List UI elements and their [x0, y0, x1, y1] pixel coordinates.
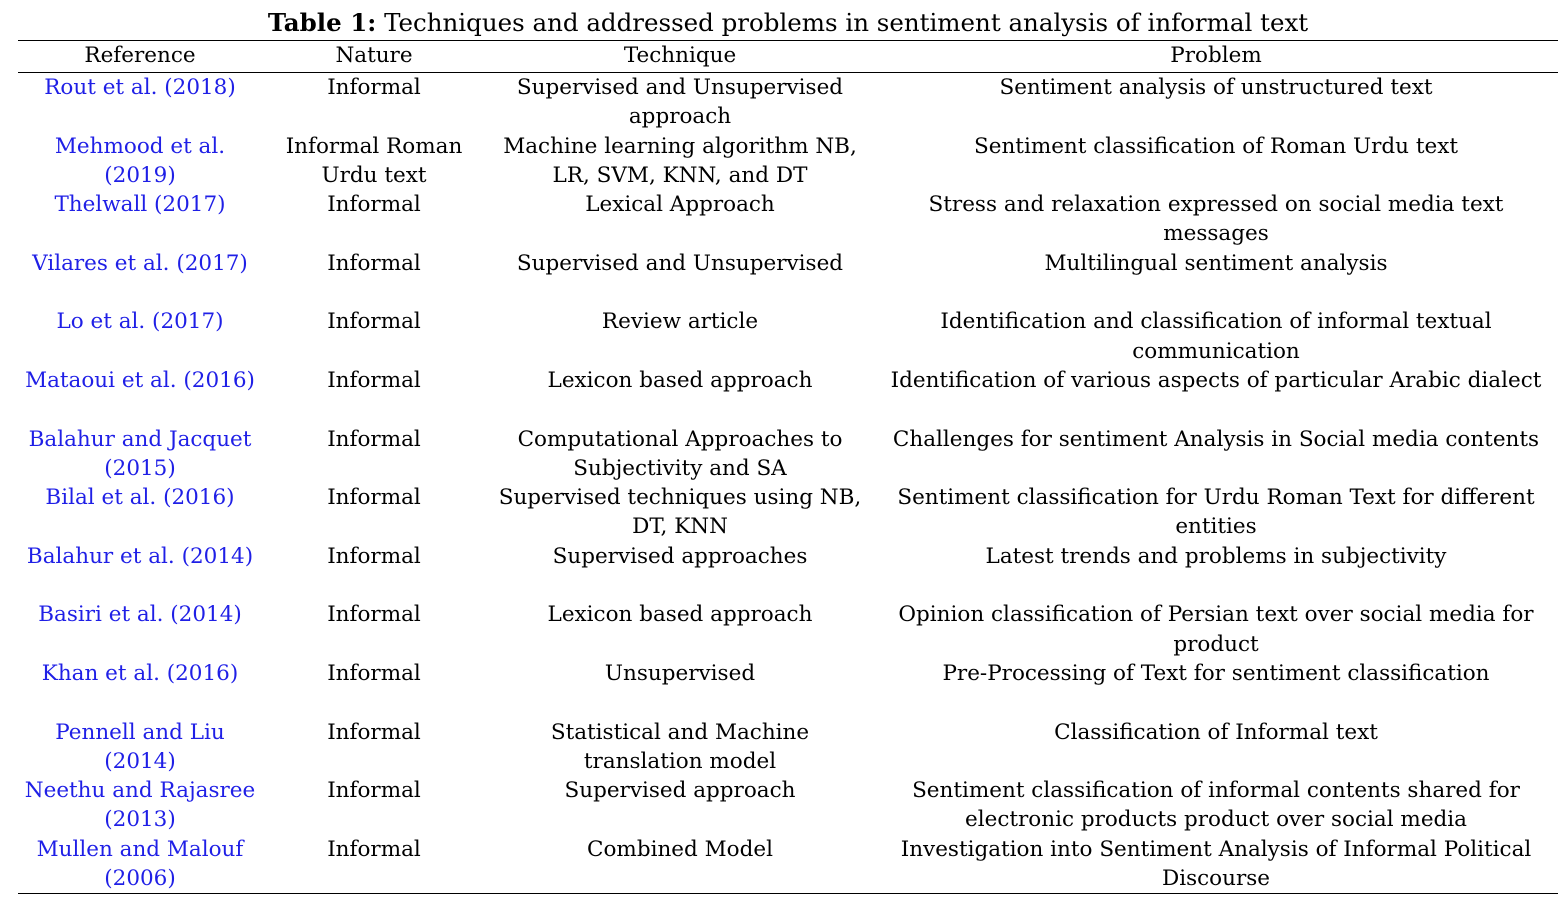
cell-problem: Sentiment classification of informal contents shared for electronic products product over social media	[912, 778, 1520, 833]
reference-link[interactable]: Mataoui et al. (2016)	[25, 367, 255, 393]
cell-problem: Sentiment analysis of unstructured text	[999, 75, 1433, 100]
cell-problem: Identification and classification of informal textual communication	[940, 309, 1492, 364]
cell-problem: Identification of various aspects of particular Arabic dialect	[890, 367, 1542, 393]
cell-problem: Pre-Processing of Text for sentiment classification	[942, 660, 1490, 686]
table-row	[18, 600, 1558, 659]
cell-reference	[18, 542, 262, 601]
table-caption	[0, 8, 1561, 38]
techniques-table	[18, 40, 1558, 894]
table-row	[18, 483, 1558, 542]
cell-nature: Informal	[327, 543, 421, 569]
cell-reference	[18, 483, 262, 542]
reference-link[interactable]: Neethu and Rajasree (2013)	[24, 778, 256, 833]
cell-problem: Latest trends and problems in subjectivity	[985, 543, 1447, 569]
table-row	[18, 366, 1558, 425]
cell-reference	[18, 307, 262, 366]
reference-link[interactable]: Bilal et al. (2016)	[45, 485, 235, 511]
cell-technique: Supervised techniques using NB, DT, KNN	[498, 485, 862, 540]
cell-problem: Challenges for sentiment Analysis in Social media contents	[892, 426, 1540, 452]
table-row	[18, 425, 1558, 484]
cell-problem: Multilingual sentiment analysis	[1044, 250, 1388, 276]
table-row	[18, 73, 1558, 132]
header-technique: Technique	[486, 41, 874, 73]
table-row	[18, 542, 1558, 601]
cell-reference	[18, 190, 262, 249]
table-row	[18, 307, 1558, 366]
cell-technique: Combined Model	[587, 836, 773, 862]
table-row	[18, 835, 1558, 894]
cell-nature: Informal Roman Urdu text	[285, 133, 463, 188]
table-row	[18, 776, 1558, 835]
cell-technique: Supervised and Unsupervised approach	[516, 75, 844, 130]
cell-nature: Informal	[327, 250, 421, 276]
cell-technique: Computational Approaches to Subjectivity and SA	[517, 426, 843, 481]
table-row	[18, 659, 1558, 718]
reference-link[interactable]: Basiri et al. (2014)	[38, 602, 242, 628]
cell-problem: Stress and relaxation expressed on social media text messages	[928, 192, 1504, 247]
cell-nature: Informal	[327, 836, 421, 862]
cell-nature: Informal	[327, 426, 421, 452]
cell-technique: Lexical Approach	[585, 192, 775, 218]
cell-nature: Informal	[327, 778, 421, 804]
cell-nature: Informal	[327, 660, 421, 686]
cell-technique: Supervised approach	[564, 778, 796, 804]
table-row	[18, 132, 1558, 191]
cell-technique: Statistical and Machine translation model	[550, 719, 810, 774]
cell-technique: Supervised and Unsupervised	[516, 250, 844, 276]
cell-reference	[18, 132, 262, 191]
cell-reference	[18, 835, 262, 894]
cell-problem: Investigation into Sentiment Analysis of Informal Political Discourse	[900, 836, 1532, 892]
cell-problem: Classification of Informal text	[1054, 719, 1378, 745]
reference-link[interactable]: Vilares et al. (2017)	[32, 250, 248, 276]
cell-problem: Sentiment classification of Roman Urdu text	[974, 133, 1458, 159]
table-row	[18, 190, 1558, 249]
cell-nature: Informal	[327, 719, 421, 745]
cell-technique: Review article	[601, 309, 759, 335]
cell-problem: Sentiment classification for Urdu Roman Text for different entities	[897, 485, 1535, 540]
table-body	[18, 73, 1558, 894]
cell-technique: Lexicon based approach	[547, 602, 813, 628]
cell-technique: Supervised approaches	[552, 543, 808, 569]
reference-link[interactable]: Khan et al. (2016)	[41, 660, 239, 686]
cell-nature: Informal	[327, 485, 421, 511]
cell-problem: Opinion classification of Persian text over social media for product	[898, 602, 1534, 657]
reference-link[interactable]: Balahur et al. (2014)	[26, 543, 254, 569]
reference-link[interactable]: Thelwall (2017)	[54, 192, 226, 218]
reference-link[interactable]: Mullen and Malouf (2006)	[36, 836, 244, 892]
table-row	[18, 718, 1558, 777]
cell-technique: Unsupervised	[604, 660, 756, 686]
cell-reference	[18, 366, 262, 425]
reference-link[interactable]: Rout et al. (2018)	[44, 75, 236, 100]
cell-reference	[18, 776, 262, 835]
table-header	[18, 41, 1558, 73]
cell-nature: Informal	[327, 602, 421, 628]
cell-reference	[18, 425, 262, 484]
cell-nature: Informal	[327, 192, 421, 218]
reference-link[interactable]: Balahur and Jacquet (2015)	[28, 426, 252, 481]
cell-nature: Informal	[327, 367, 421, 393]
cell-reference	[18, 718, 262, 777]
caption-label: Table 1:	[267, 8, 377, 37]
reference-link[interactable]: Mehmood et al. (2019)	[54, 133, 226, 188]
cell-reference	[18, 73, 262, 132]
cell-technique: Lexicon based approach	[547, 367, 813, 393]
cell-reference	[18, 600, 262, 659]
header-problem: Problem	[874, 41, 1558, 73]
reference-link[interactable]: Pennell and Liu (2014)	[55, 719, 225, 774]
cell-reference	[18, 249, 262, 308]
table-row	[18, 249, 1558, 308]
header-row	[18, 41, 1558, 73]
cell-nature: Informal	[327, 75, 421, 100]
cell-technique: Machine learning algorithm NB, LR, SVM, KNN, and DT	[503, 133, 857, 188]
cell-nature: Informal	[327, 309, 421, 335]
header-nature: Nature	[262, 41, 486, 73]
cell-reference	[18, 659, 262, 718]
reference-link[interactable]: Lo et al. (2017)	[56, 309, 224, 335]
caption-text: Techniques and addressed problems in sentiment analysis of informal text	[376, 8, 1309, 37]
header-reference: Reference	[18, 41, 262, 73]
